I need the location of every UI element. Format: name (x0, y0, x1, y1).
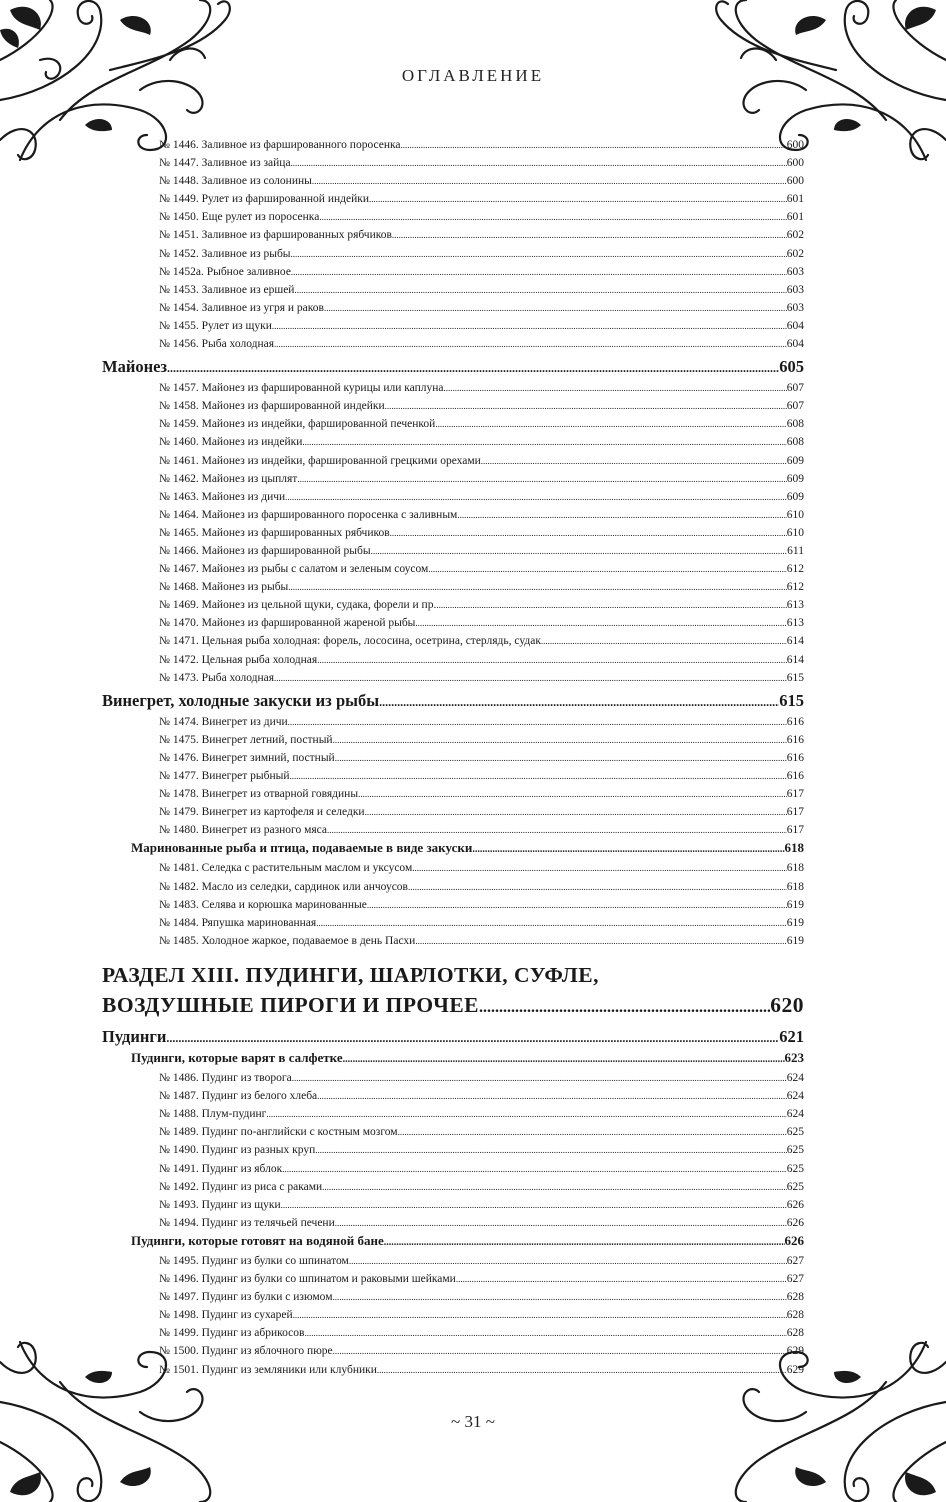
toc-entry-title: № 1457. Майонез из фаршированной курицы или каплуна (159, 382, 444, 395)
toc-entry-title: № 1501. Пудинг из земляники или клубники (159, 1363, 377, 1376)
toc-entry-recipe[interactable] (102, 614, 804, 632)
toc-entry-title: Маринованные рыба и птица, подаваемые в виде закуски (131, 840, 473, 856)
toc-entry-title: № 1451. Заливное из фаршированных рябчиков (159, 229, 392, 242)
toc-entry-recipe[interactable] (102, 651, 804, 669)
toc-entry-recipe[interactable] (102, 1342, 804, 1360)
toc-entry-sub[interactable] (102, 1232, 804, 1252)
toc-entry-title: № 1485. Холодное жаркое, подаваемое в день Пасхи (159, 934, 416, 947)
toc-entry-recipe[interactable] (102, 226, 804, 244)
toc-entry-recipe[interactable] (102, 136, 804, 154)
toc-entry-title: № 1495. Пудинг из булки со шпинатом (159, 1254, 349, 1267)
toc-entry-page: 627 (786, 1273, 804, 1286)
toc-entry-page: 619 (786, 916, 804, 929)
dot-leader (166, 1027, 779, 1049)
dot-leader (266, 1105, 786, 1123)
dot-leader (291, 245, 787, 263)
dot-leader (302, 433, 786, 451)
toc-entry-title: Майонез (102, 357, 168, 377)
toc-entry-page: 604 (786, 338, 804, 351)
toc-entry-title: № 1494. Пудинг из телячьей печени (159, 1216, 335, 1229)
toc-entry-page: 628 (786, 1327, 804, 1340)
toc-entry-title: № 1490. Пудинг из разных круп (159, 1144, 316, 1157)
toc-entry-title: Пудинги, которые готовят на водяной бане (131, 1232, 384, 1248)
dot-leader (293, 1306, 787, 1324)
toc-entry-recipe[interactable] (102, 596, 804, 614)
toc-entry-title: № 1448. Заливное из солонины (159, 175, 312, 188)
toc-entry-page: 625 (786, 1144, 804, 1157)
toc-entry-title: № 1484. Ряпушка маринованная (159, 916, 317, 929)
toc-entry-page: 613 (786, 599, 804, 612)
toc-entry-title: № 1446. Заливное из фаршированного поросенка (159, 139, 401, 151)
toc-entry-title: № 1456. Рыба холодная (159, 338, 275, 351)
toc-section-heading: РАЗДЕЛ XIII. ПУДИНГИ, ШАРЛОТКИ, СУФЛЕ, (102, 962, 599, 987)
dot-leader (367, 896, 787, 914)
toc-entry-title: № 1452а. Рыбное заливное (159, 265, 291, 278)
toc-entry-recipe[interactable] (102, 878, 804, 896)
toc-entry-page: 618 (784, 840, 804, 856)
toc-entry-page: 616 (786, 715, 804, 728)
toc-entry-recipe[interactable] (102, 578, 804, 596)
toc-entry-title: № 1449. Рулет из фаршированной индейки (159, 193, 369, 206)
toc-entry-page: 608 (786, 436, 804, 449)
toc-entry-title: № 1464. Майонез из фаршированного поросенка с заливным (159, 508, 458, 521)
toc-entry-page: 602 (786, 247, 804, 260)
table-of-contents (102, 136, 804, 1379)
dot-leader (481, 452, 787, 470)
toc-entry-title: № 1465. Майонез из фаршированных рябчиков (159, 526, 390, 539)
dot-leader (316, 914, 787, 932)
running-head-title: ОГЛАВЛЕНИЕ (401, 66, 545, 85)
toc-entry-title: № 1493. Пудинг из щуки (159, 1198, 281, 1211)
toc-entry-chapter[interactable] (102, 1026, 804, 1049)
toc-entry-section[interactable] (102, 990, 804, 1023)
toc-entry-recipe[interactable] (102, 1123, 804, 1141)
toc-entry-page: 626 (786, 1198, 804, 1211)
toc-entry-recipe[interactable] (102, 803, 804, 821)
dot-leader (288, 578, 786, 596)
dot-leader (294, 281, 786, 299)
toc-entry-sub[interactable] (102, 839, 804, 859)
toc-entry-recipe[interactable] (102, 713, 804, 731)
toc-entry-page: 610 (786, 526, 804, 539)
toc-entry-recipe[interactable] (102, 263, 804, 281)
toc-entry-title: № 1498. Пудинг из сухарей (159, 1309, 293, 1322)
toc-entry-recipe[interactable] (102, 1270, 804, 1288)
toc-entry-title: ВОЗДУШНЫЕ ПИРОГИ И ПРОЧЕЕ (102, 992, 480, 1017)
page-number: ~ 31 ~ (451, 1412, 495, 1431)
toc-entry-recipe[interactable] (102, 1160, 804, 1178)
toc-entry-title: № 1488. Плум-пудинг (159, 1108, 267, 1121)
toc-entry-title: № 1454. Заливное из угря и раков (159, 301, 324, 314)
toc-entry-page: 619 (786, 934, 804, 947)
toc-entry-page: 618 (786, 880, 804, 893)
dot-leader (333, 731, 787, 749)
toc-entry-recipe[interactable] (102, 154, 804, 172)
toc-entry-recipe[interactable] (102, 542, 804, 560)
toc-entry-recipe[interactable] (102, 1069, 804, 1087)
toc-entry-page: 607 (786, 382, 804, 395)
toc-entry-page: 611 (787, 544, 804, 557)
toc-entry-page: 612 (786, 581, 804, 594)
toc-entry-title: № 1496. Пудинг из булки со шпинатом и раковыми шейками (159, 1273, 456, 1286)
dot-leader (435, 415, 786, 433)
dot-leader (358, 785, 787, 803)
toc-entry-page: 610 (786, 508, 804, 521)
toc-entry-page: 625 (786, 1126, 804, 1139)
toc-entry-title: № 1462. Майонез из цыплят (159, 472, 298, 485)
toc-entry-recipe[interactable] (102, 524, 804, 542)
dot-leader (398, 1123, 787, 1141)
toc-entry-title: № 1480. Винегрет из разного мяса (159, 824, 327, 837)
dot-leader (415, 614, 786, 632)
toc-entry-chapter[interactable] (102, 356, 804, 379)
dot-leader (456, 1270, 787, 1288)
toc-entry-page: 627 (786, 1254, 804, 1267)
dot-leader (333, 1342, 787, 1360)
toc-entry-recipe[interactable] (102, 335, 804, 353)
toc-entry-title: № 1500. Пудинг из яблочного пюре (159, 1345, 333, 1358)
toc-entry-recipe[interactable] (102, 1361, 804, 1379)
toc-entry-title: Пудинги (102, 1026, 167, 1046)
toc-entry-recipe[interactable] (102, 767, 804, 785)
dot-leader (385, 397, 787, 415)
toc-entry-title: № 1471. Цельная рыба холодная: форель, лососина, осетрина, стерлядь, судак (159, 635, 541, 648)
dot-leader (304, 1324, 786, 1342)
toc-entry-title: № 1463. Майонез из дичи (159, 490, 286, 503)
dot-leader (472, 841, 784, 859)
toc-entry-page: 628 (786, 1309, 804, 1322)
toc-entry-title: № 1477. Винегрет рыбный (159, 770, 290, 782)
toc-entry-title: Пудинги, которые варят в салфетке (131, 1049, 343, 1065)
toc-entry-sub[interactable] (102, 1049, 804, 1069)
toc-entry-title: № 1453. Заливное из ершей (159, 283, 295, 296)
toc-entry-title: № 1483. Селява и корюшка маринованные (159, 898, 367, 911)
toc-entry-title: № 1486. Пудинг из творога (159, 1072, 292, 1085)
toc-entry-recipe[interactable] (102, 488, 804, 506)
toc-entry-recipe[interactable] (102, 317, 804, 335)
toc-entry-recipe[interactable] (102, 669, 804, 687)
toc-entry-recipe[interactable] (102, 190, 804, 208)
toc-entry-page: 600 (786, 175, 804, 188)
toc-entry-title: № 1497. Пудинг из булки с изюмом (159, 1291, 333, 1304)
toc-entry-title: Винегрет, холодные закуски из рыбы (102, 690, 380, 710)
toc-entry-page: 624 (786, 1072, 804, 1085)
toc-entry-page: 616 (786, 751, 804, 764)
toc-entry-page: 600 (786, 157, 804, 170)
dot-leader (327, 821, 787, 839)
toc-entry-page: 616 (786, 770, 804, 782)
dot-leader (335, 1214, 787, 1232)
toc-entry-page: 600 (786, 139, 804, 151)
toc-entry-recipe[interactable] (102, 299, 804, 317)
toc-entry-recipe[interactable] (102, 281, 804, 299)
dot-leader (349, 1252, 787, 1270)
toc-entry-title: № 1460. Майонез из индейки (159, 436, 303, 449)
dot-leader (428, 560, 786, 578)
dot-leader (319, 208, 786, 226)
toc-entry-recipe[interactable] (102, 1141, 804, 1159)
toc-entry-title: № 1450. Еще рулет из поросенка (159, 211, 320, 224)
toc-entry-recipe[interactable] (102, 415, 804, 433)
toc-entry-page: 623 (784, 1049, 804, 1065)
dot-leader (274, 669, 787, 687)
dot-leader (322, 1178, 787, 1196)
toc-entry-title: № 1475. Винегрет летний, постный (159, 733, 333, 746)
dot-leader (315, 1141, 787, 1159)
toc-entry-title: № 1473. Рыба холодная (159, 671, 275, 684)
toc-entry-recipe[interactable] (102, 470, 804, 488)
dot-leader (377, 1361, 787, 1379)
dot-leader (282, 1160, 787, 1178)
toc-entry-recipe[interactable] (102, 433, 804, 451)
dot-leader (444, 379, 787, 397)
toc-entry-title: № 1474. Винегрет из дичи (159, 715, 288, 728)
toc-entry-page: 602 (786, 229, 804, 242)
toc-entry-title: № 1452. Заливное из рыбы (159, 247, 291, 260)
toc-entry-recipe[interactable] (102, 896, 804, 914)
toc-entry-page: 619 (786, 898, 804, 911)
toc-entry-title: № 1472. Цельная рыба холодная (159, 653, 318, 666)
toc-entry-recipe[interactable] (102, 1324, 804, 1342)
dot-leader (290, 767, 787, 785)
dot-leader (408, 878, 787, 896)
dot-leader (365, 803, 787, 821)
dot-leader (324, 299, 787, 317)
toc-entry-recipe[interactable] (102, 172, 804, 190)
toc-entry-title: № 1470. Майонез из фаршированной жареной рыбы (159, 617, 416, 630)
toc-entry-page: 604 (786, 319, 804, 332)
toc-entry-page: 601 (786, 211, 804, 224)
dot-leader (390, 524, 787, 542)
dot-leader (379, 691, 779, 713)
dot-leader (317, 1087, 787, 1105)
toc-entry-page: 616 (786, 733, 804, 746)
toc-entry-recipe[interactable] (102, 859, 804, 877)
toc-entry-title: № 1499. Пудинг из абрикосов (159, 1327, 305, 1340)
toc-entry-page: 618 (786, 862, 804, 875)
dot-leader (291, 263, 787, 281)
toc-entry-page: 620 (770, 992, 804, 1017)
dot-leader (541, 632, 787, 650)
dot-leader (369, 190, 787, 208)
toc-entry-page: 607 (786, 400, 804, 413)
toc-entry-page: 626 (786, 1216, 804, 1229)
toc-entry-title: № 1487. Пудинг из белого хлеба (159, 1090, 318, 1103)
dot-leader (281, 1196, 787, 1214)
dot-leader (392, 226, 787, 244)
toc-entry-page: 624 (786, 1108, 804, 1121)
toc-entry-recipe[interactable] (102, 749, 804, 767)
toc-entry-recipe[interactable] (102, 452, 804, 470)
toc-entry-recipe[interactable] (102, 1214, 804, 1232)
toc-entry-page: 629 (786, 1345, 804, 1358)
toc-entry-recipe[interactable] (102, 1105, 804, 1123)
toc-entry-title: № 1469. Майонез из цельной щуки, судака, форели и пр. (159, 599, 437, 612)
toc-entry-recipe[interactable] (102, 731, 804, 749)
dot-leader (335, 749, 787, 767)
dot-leader (479, 993, 770, 1023)
dot-leader (332, 1288, 786, 1306)
toc-entry-page: 603 (786, 301, 804, 314)
toc-entry-title: № 1461. Майонез из индейки, фаршированной грецкими орехами (159, 454, 481, 467)
toc-entry-title: № 1467. Майонез из рыбы с салатом и зеленым соусом (159, 563, 429, 576)
dot-leader (272, 317, 787, 335)
toc-entry-recipe[interactable] (102, 914, 804, 932)
dot-leader (312, 172, 787, 190)
toc-entry-page: 617 (786, 806, 804, 819)
toc-entry-recipe[interactable] (102, 245, 804, 263)
toc-entry-recipe[interactable] (102, 1196, 804, 1214)
toc-entry-title: № 1489. Пудинг по-английски с костным мозгом (159, 1126, 398, 1139)
toc-entry-page: 617 (786, 788, 804, 801)
toc-entry-title: № 1491. Пудинг из яблок (159, 1162, 283, 1175)
dot-leader (317, 651, 787, 669)
toc-entry-title: № 1459. Майонез из индейки, фаршированной печенкой (159, 418, 436, 431)
toc-entry-recipe[interactable] (102, 208, 804, 226)
dot-leader (384, 1234, 785, 1252)
toc-entry-title: № 1476. Винегрет зимний, постный (159, 751, 335, 764)
dot-leader (288, 713, 787, 731)
toc-entry-chapter[interactable] (102, 690, 804, 713)
toc-entry-page: 624 (786, 1090, 804, 1103)
toc-entry-title: № 1479. Винегрет из картофеля и селедки (159, 806, 365, 819)
dot-leader (457, 506, 786, 524)
dot-leader (297, 470, 786, 488)
toc-entry-page: 614 (786, 653, 804, 666)
toc-entry-title: № 1458. Майонез из фаршированной индейки (159, 400, 385, 413)
toc-entry-recipe[interactable] (102, 506, 804, 524)
toc-entry-title: № 1478. Винегрет из отварной говядины (159, 788, 359, 801)
dot-leader (292, 1069, 787, 1087)
dot-leader (436, 596, 786, 614)
toc-entry-page: 625 (786, 1162, 804, 1175)
dot-leader (401, 136, 787, 154)
toc-entry-page: 601 (786, 193, 804, 206)
toc-entry-page: 609 (786, 472, 804, 485)
dot-leader (274, 335, 787, 353)
toc-entry-recipe[interactable] (102, 785, 804, 803)
dot-leader (343, 1051, 785, 1069)
toc-entry-page: 605 (779, 357, 804, 377)
toc-entry-page: 614 (786, 635, 804, 648)
toc-entry-recipe[interactable] (102, 1306, 804, 1324)
toc-entry-title: № 1466. Майонез из фаршированной рыбы (159, 544, 371, 557)
toc-entry-recipe[interactable] (102, 821, 804, 839)
toc-entry-recipe[interactable] (102, 1288, 804, 1306)
toc-entry-page: 612 (786, 563, 804, 576)
toc-entry-recipe[interactable] (102, 379, 804, 397)
dot-leader (291, 154, 787, 172)
toc-entry-title: № 1481. Селедка с растительным маслом и уксусом (159, 862, 413, 875)
toc-entry-title: № 1455. Рулет из щуки (159, 319, 272, 332)
toc-entry-recipe[interactable] (102, 397, 804, 415)
toc-entry-page: 615 (786, 671, 804, 684)
toc-entry-page: 626 (784, 1232, 804, 1248)
dot-leader (167, 357, 779, 379)
toc-entry-page: 609 (786, 490, 804, 503)
toc-entry-page: 629 (786, 1363, 804, 1376)
dot-leader (415, 932, 786, 950)
dot-leader (285, 488, 787, 506)
toc-entry-page: 613 (786, 617, 804, 630)
toc-entry-recipe[interactable] (102, 932, 804, 950)
toc-entry-recipe[interactable] (102, 560, 804, 578)
toc-entry-page: 615 (779, 690, 804, 710)
toc-entry-title: № 1447. Заливное из зайца (159, 157, 291, 170)
toc-entry-title: № 1492. Пудинг из риса с раками (159, 1180, 323, 1193)
toc-entry-page: 608 (786, 418, 804, 431)
toc-entry-title: № 1482. Масло из селедки, сардинок или анчоусов (159, 880, 408, 893)
dot-leader (371, 542, 788, 560)
toc-entry-page: 628 (786, 1291, 804, 1304)
dot-leader (412, 859, 787, 877)
toc-entry-title: № 1468. Майонез из рыбы (159, 581, 289, 594)
toc-entry-page: 603 (786, 265, 804, 278)
toc-entry-recipe[interactable] (102, 1087, 804, 1105)
toc-entry-recipe[interactable] (102, 1178, 804, 1196)
toc-entry-recipe[interactable] (102, 632, 804, 650)
toc-entry-recipe[interactable] (102, 1252, 804, 1270)
toc-entry-page: 609 (786, 454, 804, 467)
toc-entry-page: 603 (786, 283, 804, 296)
toc-entry-page: 625 (786, 1180, 804, 1193)
toc-entry-page: 617 (786, 824, 804, 837)
toc-entry-page: 621 (779, 1026, 804, 1046)
